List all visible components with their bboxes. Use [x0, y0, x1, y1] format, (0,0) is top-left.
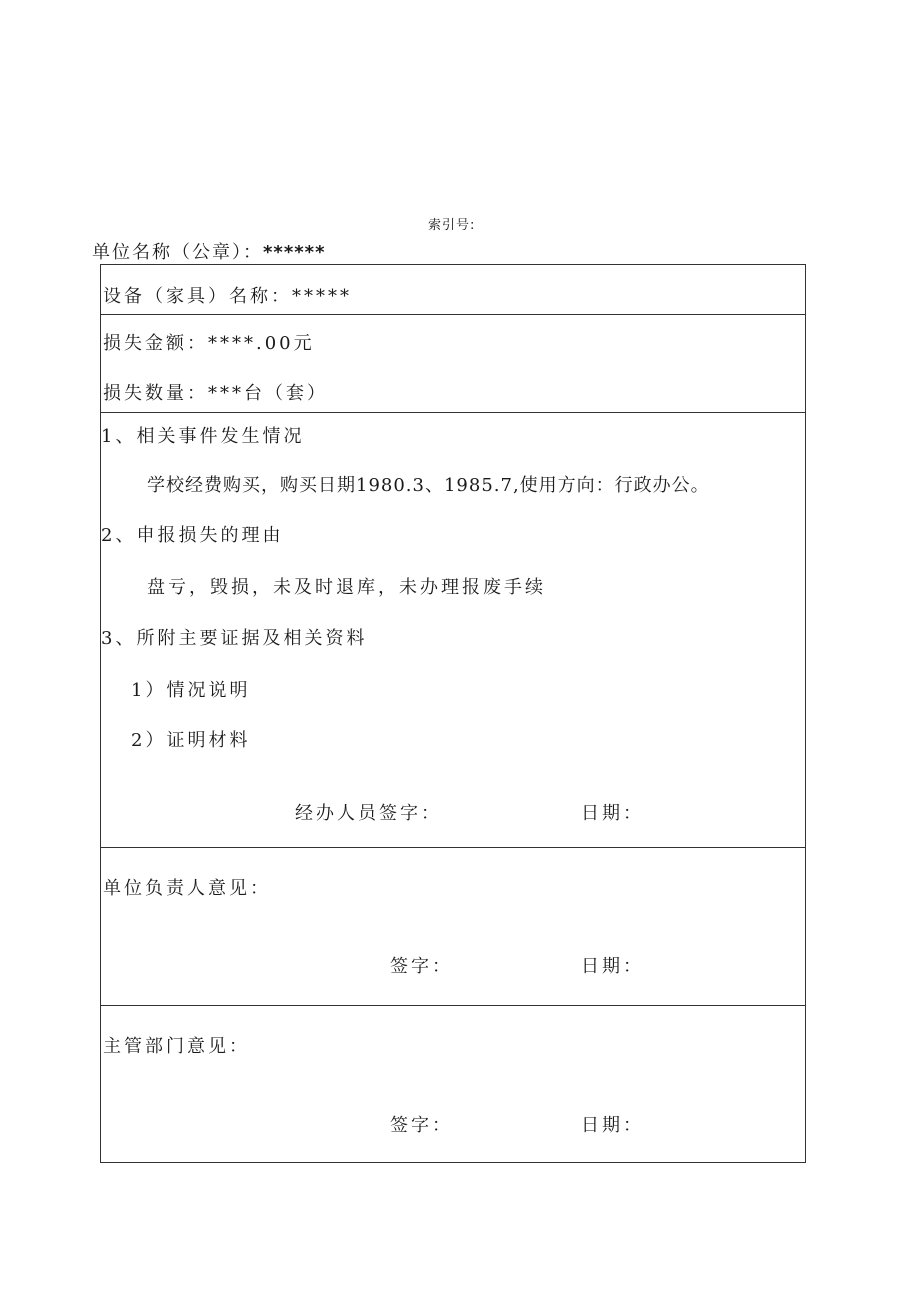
unit-name-line — [92, 238, 325, 264]
department-date-label: 日期： — [581, 1115, 644, 1136]
loss-quantity-label: 损失数量： — [103, 383, 208, 404]
unit-head-signature-label: 签字： — [390, 956, 453, 977]
loss-amount-line — [103, 329, 315, 355]
loss-quantity-value: ***台（套） — [208, 383, 328, 404]
index-number-label: 索引号: — [428, 218, 476, 233]
section3-item: 2）证明材料 — [131, 730, 251, 751]
unit-head-date-label: 日期： — [581, 956, 644, 977]
row-divider — [101, 847, 805, 848]
section1-title: 1、相关事件发生情况 — [101, 426, 305, 447]
unit-head-opinion-title: 单位负责人意见： — [103, 878, 271, 899]
unit-name-label: 单位名称（公章）： — [92, 242, 263, 263]
equipment-name-value: ***** — [292, 286, 352, 307]
section1-body: 学校经费购买，购买日期1980.3、1985.7,使用方向：行政办公。 — [147, 475, 710, 496]
loss-amount-value: ****.00元 — [208, 333, 315, 354]
row-divider — [101, 412, 805, 413]
unit-name-value: ****** — [263, 242, 326, 263]
section2-title: 2、申报损失的理由 — [101, 525, 284, 546]
section2-body: 盘亏，毁损，未及时退库，未办理报废手续 — [147, 577, 546, 598]
loss-report-form — [100, 264, 806, 1163]
department-signature-label: 签字： — [390, 1115, 453, 1136]
row-divider — [101, 314, 805, 315]
equipment-name-label: 设备（家具）名称： — [103, 286, 292, 307]
handler-signature-label: 经办人员签字： — [295, 803, 442, 824]
row-divider — [101, 1005, 805, 1006]
section3-item: 1）情况说明 — [131, 680, 251, 701]
loss-amount-label: 损失金额： — [103, 333, 208, 354]
loss-quantity-line — [103, 379, 328, 405]
handler-date-label: 日期： — [581, 803, 644, 824]
section3-title: 3、所附主要证据及相关资料 — [101, 628, 368, 649]
department-opinion-title: 主管部门意见： — [103, 1036, 250, 1057]
equipment-name-line — [103, 282, 352, 308]
